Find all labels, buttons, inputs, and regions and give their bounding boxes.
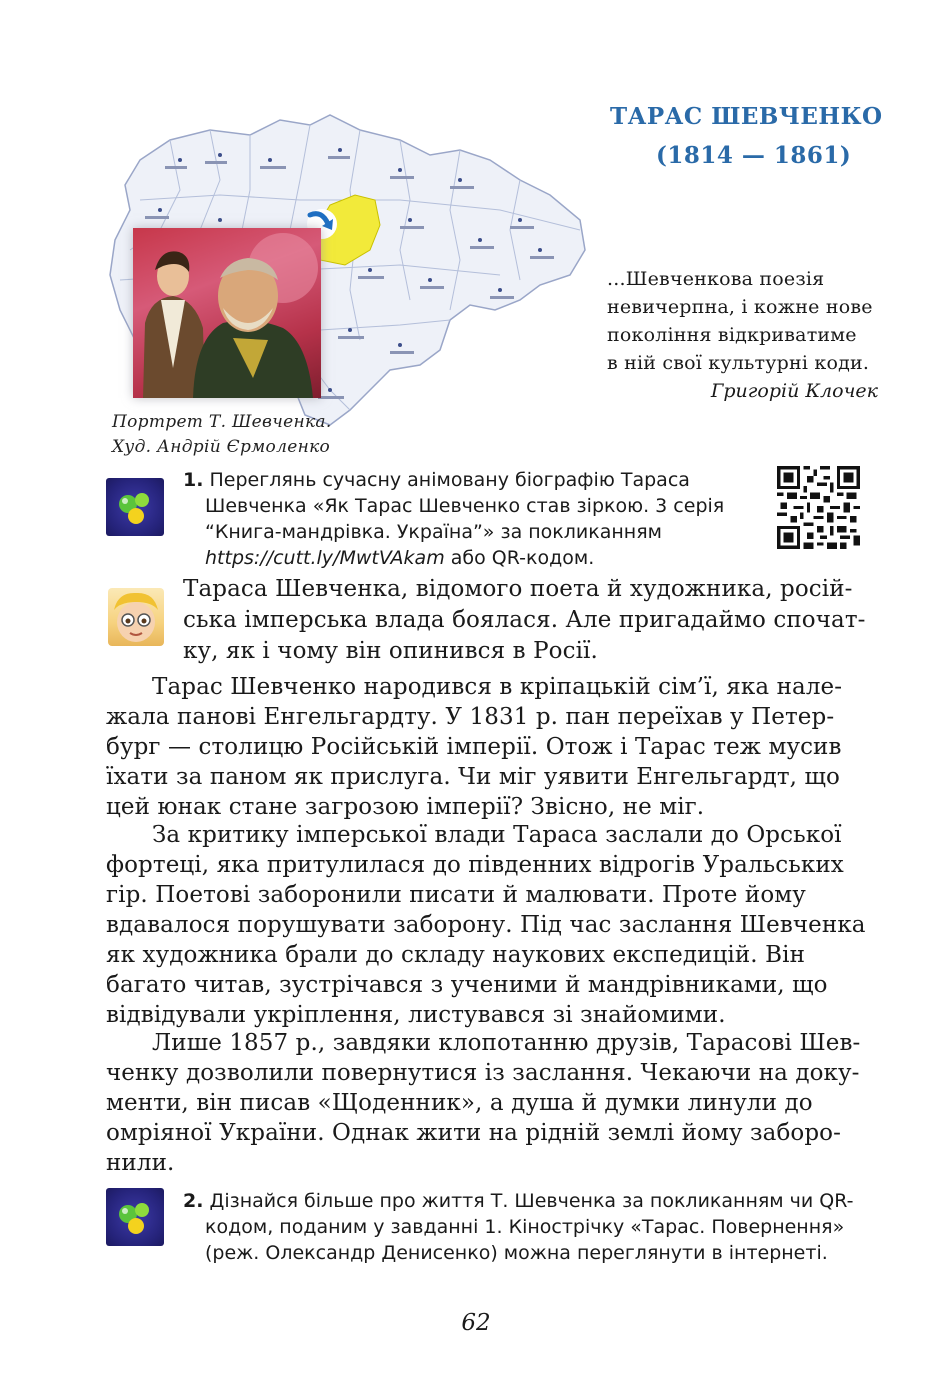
qr-code[interactable] [777, 466, 860, 549]
task2-number: 2. [183, 1190, 204, 1212]
student-avatar-icon [108, 588, 164, 646]
task1-text: Переглянь сучасну анімовану біографію Тараса [209, 469, 690, 491]
task1-text-line [205, 547, 594, 569]
body-text-line: Лише 1857 р., завдяки клопотанню друзів, Тарасові Шев- [152, 1030, 861, 1056]
intro-line: ська імперська влада боялася. Але пригадаймо спочат- [183, 607, 866, 633]
page-title: ТАРАС ШЕВЧЕНКО [610, 103, 883, 130]
epigraph-line: покоління відкриватиме [607, 324, 857, 346]
task1-text: або QR-кодом. [444, 547, 595, 569]
body-text-line: За критику імперської влади Тараса заслали до Орської [152, 822, 842, 848]
page-title-years: (1814 — 1861) [656, 142, 852, 169]
body-text-line: відвідували укріплення, листувався зі знайомими. [106, 1002, 726, 1028]
intro-line: Тараса Шевченка, відомого поета й художника, росій- [183, 576, 853, 602]
epigraph-line: ...Шевченкова поезія [607, 268, 825, 290]
body-text-line: гір. Поетові заборонили писати й малювати. Проте йому [106, 882, 806, 908]
intro-line: ку, як і чому він опинився в Росії. [183, 638, 598, 664]
body-text-line: менти, він писав «Щоденник», а душа й думки линули до [106, 1090, 813, 1116]
body-text-line: ченку дозволили повернутися із заслання. Чекаючи на доку- [106, 1060, 860, 1086]
task-video-icon [106, 478, 164, 536]
body-text-line: омріяної України. Однак жити на рідній землі йому заборо- [106, 1120, 841, 1146]
portrait-image [133, 228, 321, 398]
task1-link[interactable]: https://cutt.ly/MwtVAkam [205, 547, 445, 569]
body-text-line: цей юнак стане загрозою імперії? Звісно, не міг. [106, 794, 705, 820]
task2-text: Дізнайся більше про життя Т. Шевченка за покликанням чи QR- [209, 1190, 854, 1212]
epigraph-author: Григорій Клочек [710, 380, 878, 402]
body-text-line: їхати за паном як прислуга. Чи міг уявити Енгельгардт, що [106, 764, 840, 790]
epigraph-line: невичерпна, і кожне нове [607, 296, 873, 318]
body-text-line: нили. [106, 1150, 175, 1176]
body-text-line: фортеці, яка притулилася до південних відрогів Уральських [106, 852, 844, 878]
portrait-caption-line1: Портрет Т. Шевченка. [112, 412, 332, 432]
task1-text-line [183, 469, 690, 491]
task1-number: 1. [183, 469, 204, 491]
body-text-line: бург — столицю Російській імперії. Отож і Тарас теж мусив [106, 734, 842, 760]
portrait-caption-line2: Худ. Андрій Єрмоленко [112, 437, 331, 457]
task1-text-line: “Книга-мандрівка. Україна”» за покликанням [205, 521, 662, 543]
page-number: 62 [461, 1310, 491, 1336]
body-text-line: як художника брали до складу наукових експедицій. Він [106, 942, 806, 968]
body-text-line: вдавалося порушувати заборону. Під час заслання Шевченка [106, 912, 866, 938]
task2-text-line: (реж. Олександр Денисенко) можна переглянути в інтернеті. [205, 1242, 828, 1264]
task-video-icon [106, 1188, 164, 1246]
task2-text-line [183, 1190, 854, 1212]
body-text-line: жала панові Енгельгардту. У 1831 р. пан переїхав у Петер- [106, 704, 835, 730]
task1-text-line: Шевченка «Як Тарас Шевченко став зіркою. 3 серія [205, 495, 725, 517]
epigraph-line: в ній свої культурні коди. [607, 352, 870, 374]
body-text-line: багато читав, зустрічався з ученими й мандрівниками, що [106, 972, 828, 998]
body-text-line: Тарас Шевченко народився в кріпацькій сім’ї, яка нале- [152, 674, 843, 700]
task2-text-line: кодом, поданим у завданні 1. Кінострічку «Тарас. Повернення» [205, 1216, 845, 1238]
